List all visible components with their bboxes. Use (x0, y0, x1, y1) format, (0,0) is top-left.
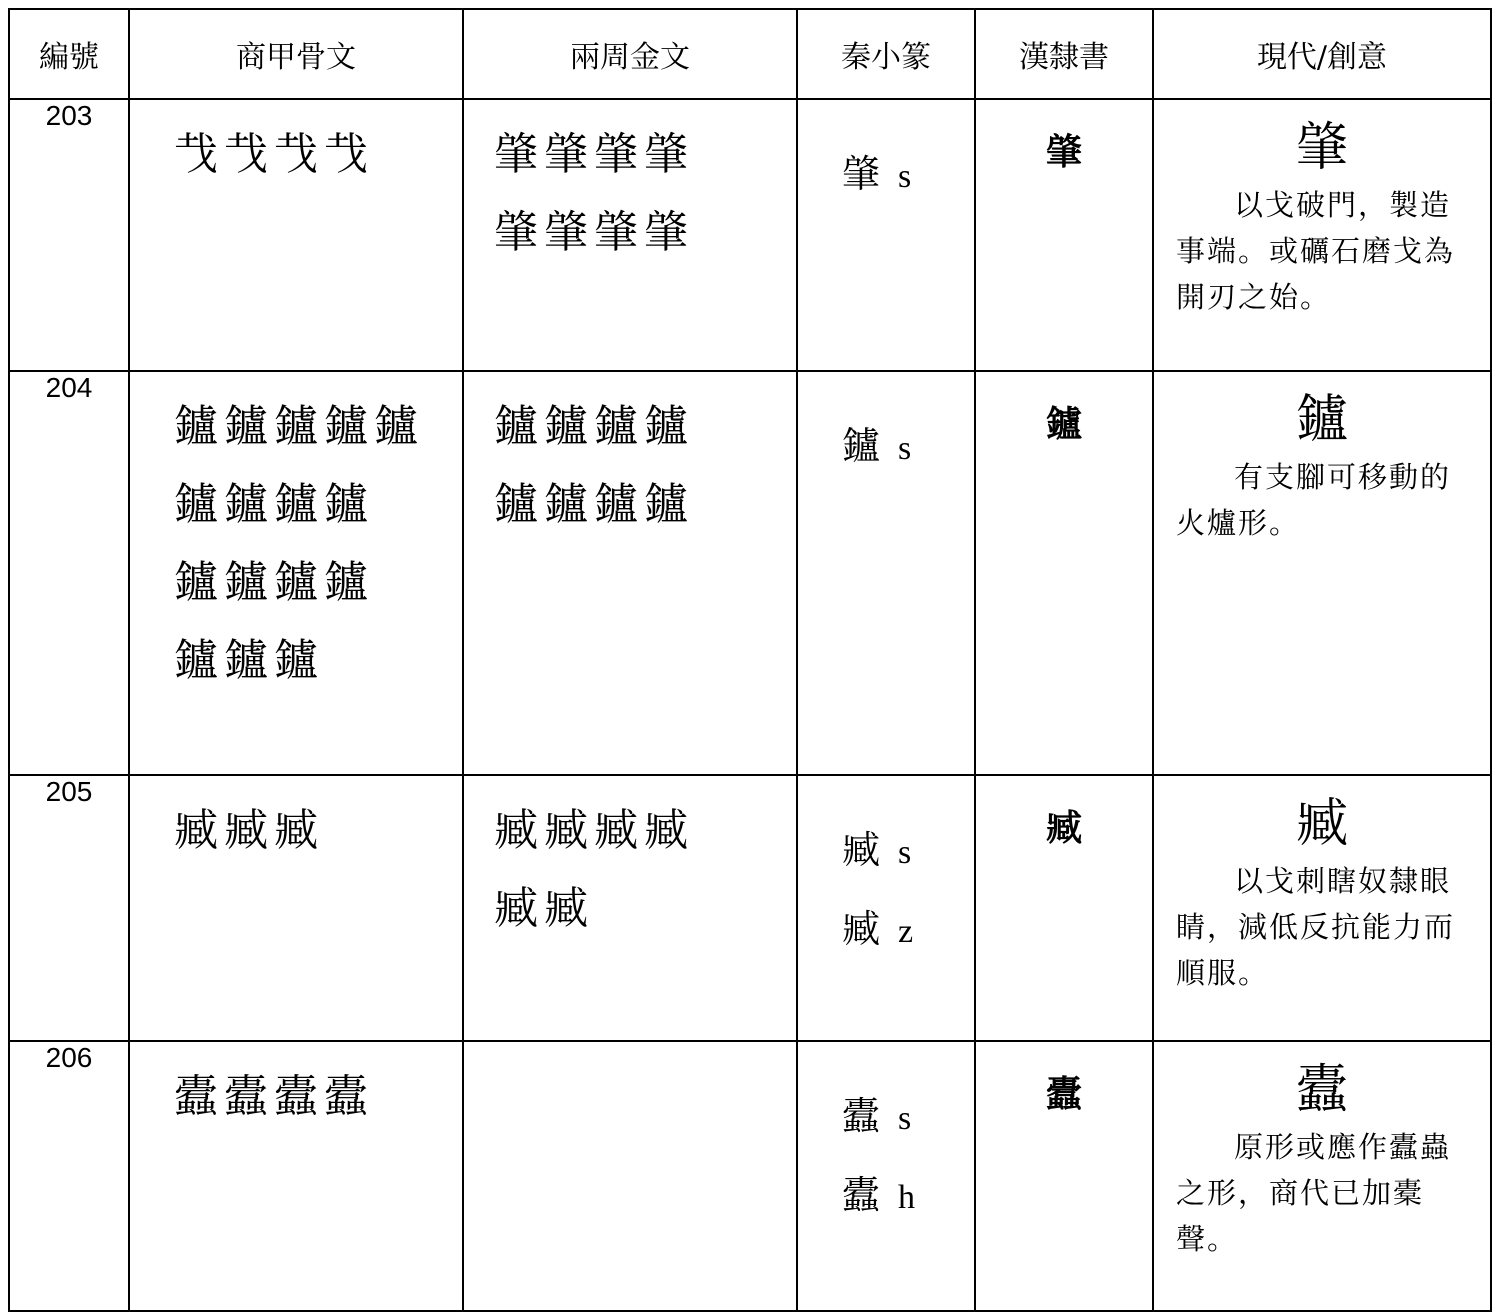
entry-number: 205 (9, 775, 129, 1041)
bronze-glyph-line: 鑪鑪鑪鑪 (494, 479, 694, 530)
seal-glyph (842, 891, 974, 970)
seal-source-tag: s (898, 158, 912, 195)
seal-char: 鑪 (842, 424, 881, 468)
oracle-cell (129, 775, 463, 1041)
seal-glyph (842, 1157, 974, 1236)
table-row (9, 775, 1491, 1041)
bronze-cell (463, 99, 797, 371)
bronze-glyph-line: 肇肇肇肇 (494, 207, 694, 258)
header-oracle-bone: 商甲骨文 (129, 9, 463, 99)
clerical-glyph: 鑪 (1045, 403, 1082, 445)
oracle-glyph-line: 蠹蠹蠹蠹 (174, 1071, 374, 1122)
seal-cell (797, 99, 975, 371)
seal-char: 臧 (842, 907, 881, 951)
clerical-cell (975, 99, 1153, 371)
seal-source-tag: s (898, 1100, 912, 1137)
modern-character: 肇 (1295, 118, 1348, 178)
entry-number: 206 (9, 1041, 129, 1311)
oracle-glyph-line: 鑪鑪鑪鑪 (174, 557, 374, 608)
header-number: 編號 (9, 9, 129, 99)
oracle-glyph-line: 鑪鑪鑪鑪鑪 (174, 401, 424, 452)
clerical-cell (975, 1041, 1153, 1311)
seal-glyph (842, 812, 974, 891)
clerical-glyph: 蠹 (1045, 1073, 1082, 1115)
oracle-glyph-line: 𢦏𢦏𢦏𢦏 (174, 129, 374, 180)
modern-cell (1153, 371, 1491, 775)
bronze-cell (463, 1041, 797, 1311)
modern-cell (1153, 99, 1491, 371)
bronze-glyph-line: 臧臧臧臧 (494, 805, 694, 856)
seal-char: 蠹 (842, 1173, 881, 1217)
clerical-glyph: 臧 (1045, 807, 1082, 849)
bronze-glyph-line: 鑪鑪鑪鑪 (494, 401, 694, 452)
seal-cell (797, 775, 975, 1041)
seal-glyph (842, 1078, 974, 1157)
modern-character: 蠹 (1295, 1060, 1348, 1120)
table-row (9, 371, 1491, 775)
header-row (9, 9, 1491, 99)
entry-number: 204 (9, 371, 129, 775)
oracle-glyph-line: 臧臧臧 (174, 805, 324, 856)
header-modern: 現代/創意 (1153, 9, 1491, 99)
seal-char: 蠹 (842, 1094, 881, 1138)
seal-source-tag: s (898, 430, 912, 467)
modern-cell (1153, 1041, 1491, 1311)
creative-description: 以戈刺瞎奴隸眼睛，減低反抗能力而順服。 (1176, 864, 1456, 990)
seal-source-tag: s (898, 834, 912, 871)
bronze-cell (463, 775, 797, 1041)
creative-description: 有支腳可移動的火爐形。 (1176, 460, 1452, 540)
creative-description: 原形或應作蠹蟲之形，商代已加橐聲。 (1176, 1130, 1452, 1256)
header-bronze: 兩周金文 (463, 9, 797, 99)
seal-source-tag: z (898, 913, 914, 950)
oracle-cell (129, 99, 463, 371)
seal-glyph (842, 136, 974, 215)
character-evolution-table (8, 8, 1492, 1312)
clerical-cell (975, 371, 1153, 775)
oracle-cell (129, 1041, 463, 1311)
oracle-cell (129, 371, 463, 775)
modern-character: 鑪 (1295, 390, 1348, 450)
table-row (9, 1041, 1491, 1311)
entry-number: 203 (9, 99, 129, 371)
seal-source-tag: h (898, 1179, 916, 1216)
modern-cell (1153, 775, 1491, 1041)
bronze-glyph-line: 肇肇肇肇 (494, 129, 694, 180)
bronze-cell (463, 371, 797, 775)
clerical-cell (975, 775, 1153, 1041)
seal-char: 肇 (842, 152, 881, 196)
bronze-glyph-line: 臧臧 (494, 883, 594, 934)
seal-char: 臧 (842, 828, 881, 872)
seal-cell (797, 1041, 975, 1311)
oracle-glyph-line: 鑪鑪鑪鑪 (174, 479, 374, 530)
modern-character: 臧 (1295, 794, 1348, 854)
header-clerical: 漢隸書 (975, 9, 1153, 99)
oracle-glyph-line: 鑪鑪鑪 (174, 635, 324, 686)
header-small-seal: 秦小篆 (797, 9, 975, 99)
seal-glyph (842, 408, 974, 487)
clerical-glyph: 肇 (1045, 131, 1082, 173)
seal-cell (797, 371, 975, 775)
table-row (9, 99, 1491, 371)
creative-description: 以戈破門，製造事端。或礪石磨戈為開刃之始。 (1176, 188, 1456, 314)
